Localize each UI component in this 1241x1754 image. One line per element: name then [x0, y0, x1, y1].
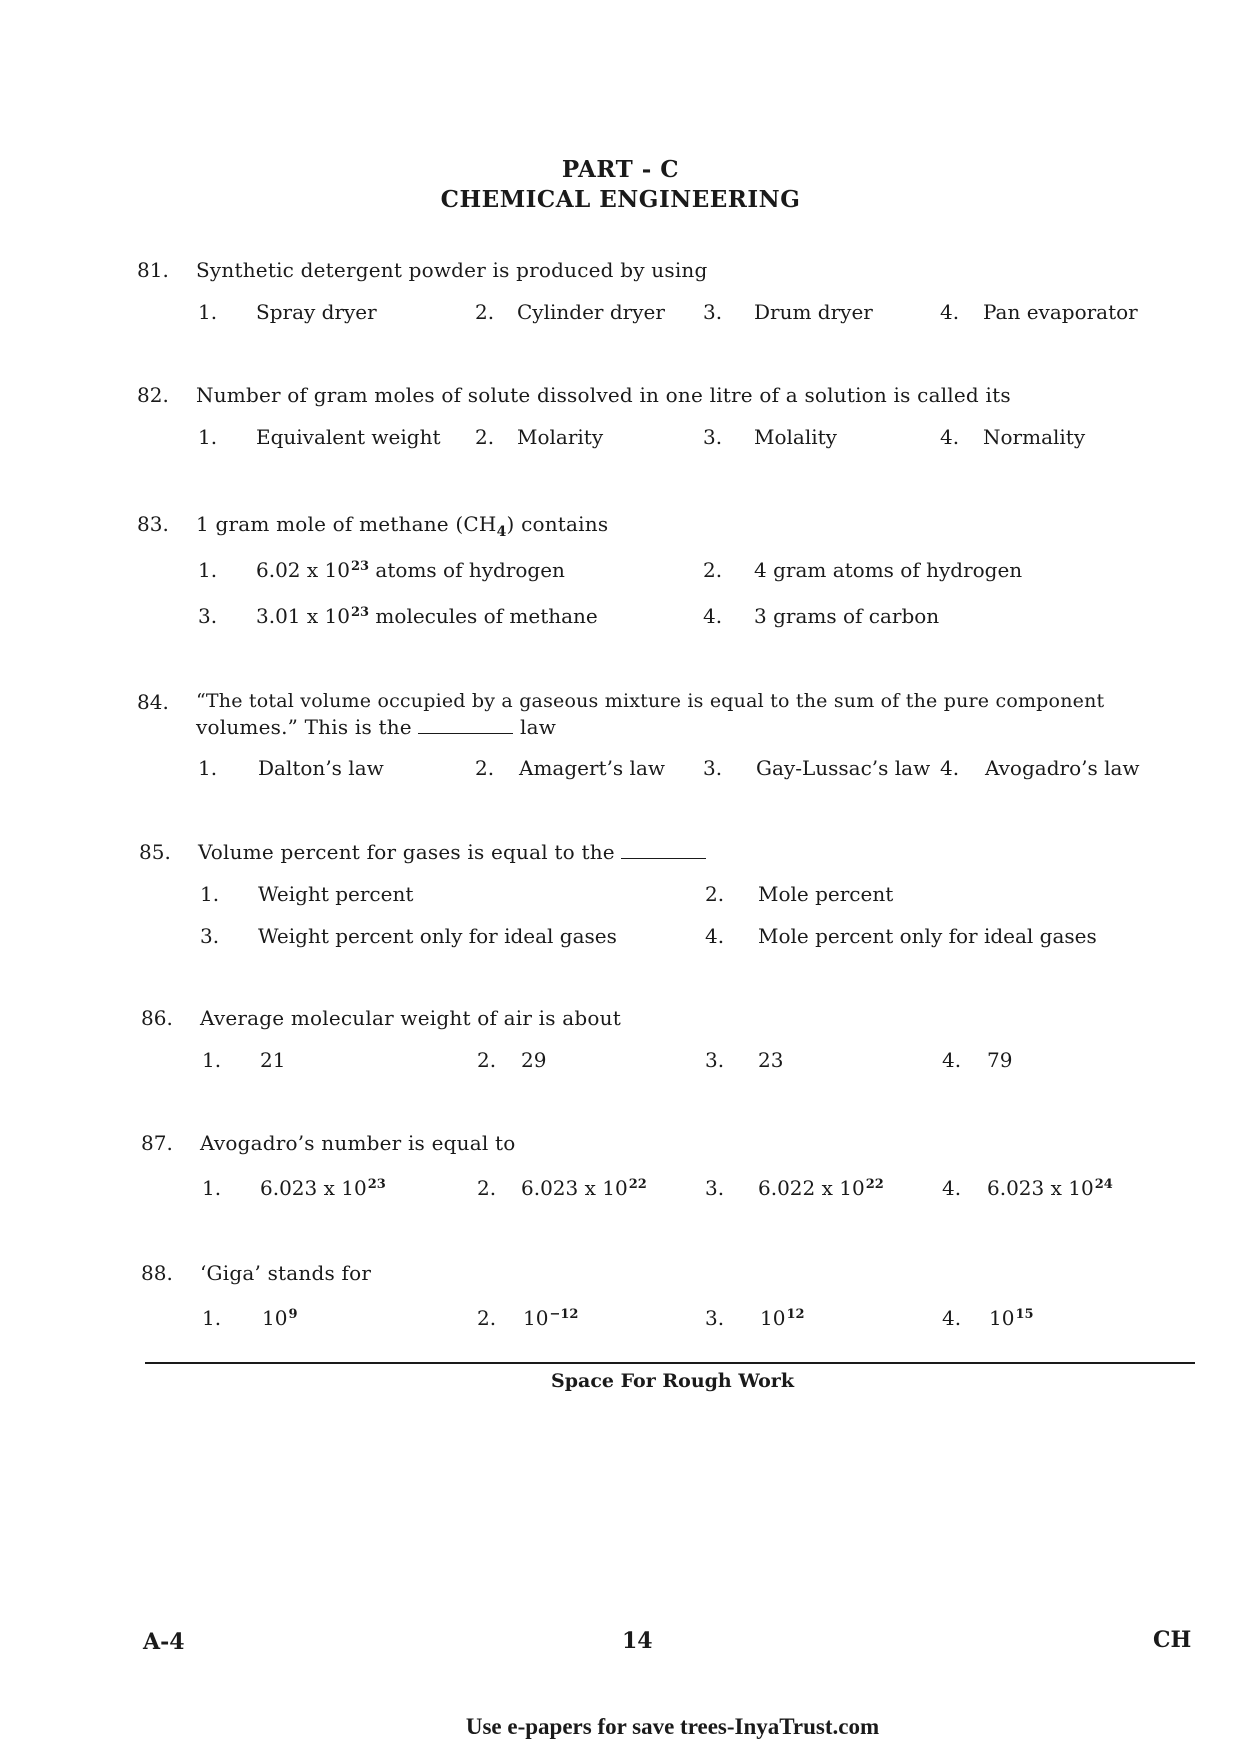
- option-number: 2.: [477, 1048, 497, 1072]
- option-text: 79: [987, 1048, 1013, 1072]
- question-number: 81.: [137, 258, 169, 282]
- rough-work-divider: [145, 1362, 1195, 1364]
- question-number: 88.: [141, 1261, 173, 1285]
- question-text: Volume percent for gases is equal to the: [198, 840, 706, 864]
- question-text: Average molecular weight of air is about: [200, 1006, 621, 1030]
- option-text: Gay-Lussac’s law: [756, 756, 931, 780]
- option-text: 6.023 x $10^{23}$: [260, 1176, 386, 1200]
- option-number: 1.: [198, 425, 218, 449]
- option-text: 6.023 x $10^{22}$: [521, 1176, 647, 1200]
- question-number: 85.: [139, 840, 171, 864]
- option-number: 1.: [198, 756, 218, 780]
- question-text: ‘Giga’ stands for: [200, 1261, 372, 1285]
- option-number: 4.: [940, 425, 960, 449]
- option-text: 6.023 x $10^{24}$: [987, 1176, 1113, 1200]
- option-text: 3.01 x $10^{23}$ molecules of methane: [256, 604, 598, 628]
- rough-work-label: Space For Rough Work: [551, 1370, 794, 1392]
- option-number: 3.: [200, 924, 220, 948]
- option-text: 21: [260, 1048, 286, 1072]
- option-text: Normality: [983, 425, 1086, 449]
- option-text: $10^9$: [262, 1306, 298, 1330]
- option-number: 1.: [198, 300, 218, 324]
- option-text: $10^{12}$: [760, 1306, 805, 1330]
- option-number: 3.: [703, 425, 723, 449]
- option-text: 23: [758, 1048, 784, 1072]
- option-number: 1.: [202, 1306, 222, 1330]
- question-text: “The total volume occupied by a gaseous mixture is equal to the sum of the pure component: [196, 690, 1105, 712]
- option-number: 1.: [200, 882, 220, 906]
- option-text: $10^{15}$: [989, 1306, 1034, 1330]
- option-text: Drum dryer: [754, 300, 873, 324]
- option-text: 4 gram atoms of hydrogen: [754, 558, 1023, 582]
- option-text: Amagert’s law: [519, 756, 665, 780]
- option-text: Avogadro’s law: [985, 756, 1140, 780]
- option-text: 29: [521, 1048, 547, 1072]
- option-number: 2.: [477, 1176, 497, 1200]
- option-number: 1.: [202, 1176, 222, 1200]
- option-number: 4.: [942, 1306, 962, 1330]
- option-number: 2.: [705, 882, 725, 906]
- option-number: 3.: [705, 1176, 725, 1200]
- option-text: $10^{-12}$: [523, 1306, 579, 1330]
- question-number: 86.: [141, 1006, 173, 1030]
- question-number: 84.: [137, 690, 169, 714]
- option-number: 3.: [703, 756, 723, 780]
- subject-heading: CHEMICAL ENGINEERING: [440, 186, 801, 213]
- question-text: volumes.” This is the law: [196, 715, 557, 739]
- option-text: Spray dryer: [256, 300, 377, 324]
- option-text: 6.02 x $10^{23}$ atoms of hydrogen: [256, 558, 565, 582]
- option-text: Weight percent only for ideal gases: [258, 924, 617, 948]
- option-number: 2.: [703, 558, 723, 582]
- option-text: 3 grams of carbon: [754, 604, 940, 628]
- option-text: 6.022 x $10^{22}$: [758, 1176, 884, 1200]
- option-text: Molality: [754, 425, 837, 449]
- option-number: 3.: [705, 1048, 725, 1072]
- option-text: Molarity: [517, 425, 604, 449]
- option-number: 4.: [705, 924, 725, 948]
- footer-booklet-code: A-4: [143, 1629, 185, 1655]
- option-number: 1.: [198, 558, 218, 582]
- watermark-text: Use e-papers for save trees-InyaTrust.com: [465, 1714, 880, 1739]
- option-number: 3.: [705, 1306, 725, 1330]
- option-number: 4.: [703, 604, 723, 628]
- option-text: Equivalent weight: [256, 425, 441, 449]
- option-number: 2.: [475, 756, 495, 780]
- option-text: Cylinder dryer: [517, 300, 665, 324]
- option-number: 4.: [940, 756, 960, 780]
- question-text: 1 gram mole of methane $(CH_4)$ contains: [196, 512, 609, 540]
- option-text: Mole percent: [758, 882, 894, 906]
- option-number: 2.: [475, 425, 495, 449]
- question-number: 87.: [141, 1131, 173, 1155]
- question-text: Avogadro’s number is equal to: [200, 1131, 516, 1155]
- question-number: 82.: [137, 383, 169, 407]
- option-number: 3.: [198, 604, 218, 628]
- option-text: Dalton’s law: [258, 756, 384, 780]
- footer-subject-code: CH: [1153, 1627, 1192, 1653]
- option-number: 1.: [202, 1048, 222, 1072]
- option-number: 4.: [942, 1176, 962, 1200]
- option-text: Weight percent: [258, 882, 414, 906]
- option-number: 2.: [477, 1306, 497, 1330]
- question-number: 83.: [137, 512, 169, 536]
- option-number: 3.: [703, 300, 723, 324]
- question-text: Synthetic detergent powder is produced by using: [196, 258, 708, 282]
- question-text: Number of gram moles of solute dissolved in one litre of a solution is called its: [196, 383, 1011, 407]
- option-text: Pan evaporator: [983, 300, 1138, 324]
- option-text: Mole percent only for ideal gases: [758, 924, 1097, 948]
- option-number: 4.: [942, 1048, 962, 1072]
- option-number: 2.: [475, 300, 495, 324]
- option-number: 4.: [940, 300, 960, 324]
- footer-page-number: 14: [622, 1628, 653, 1654]
- part-heading: PART - C: [561, 156, 680, 183]
